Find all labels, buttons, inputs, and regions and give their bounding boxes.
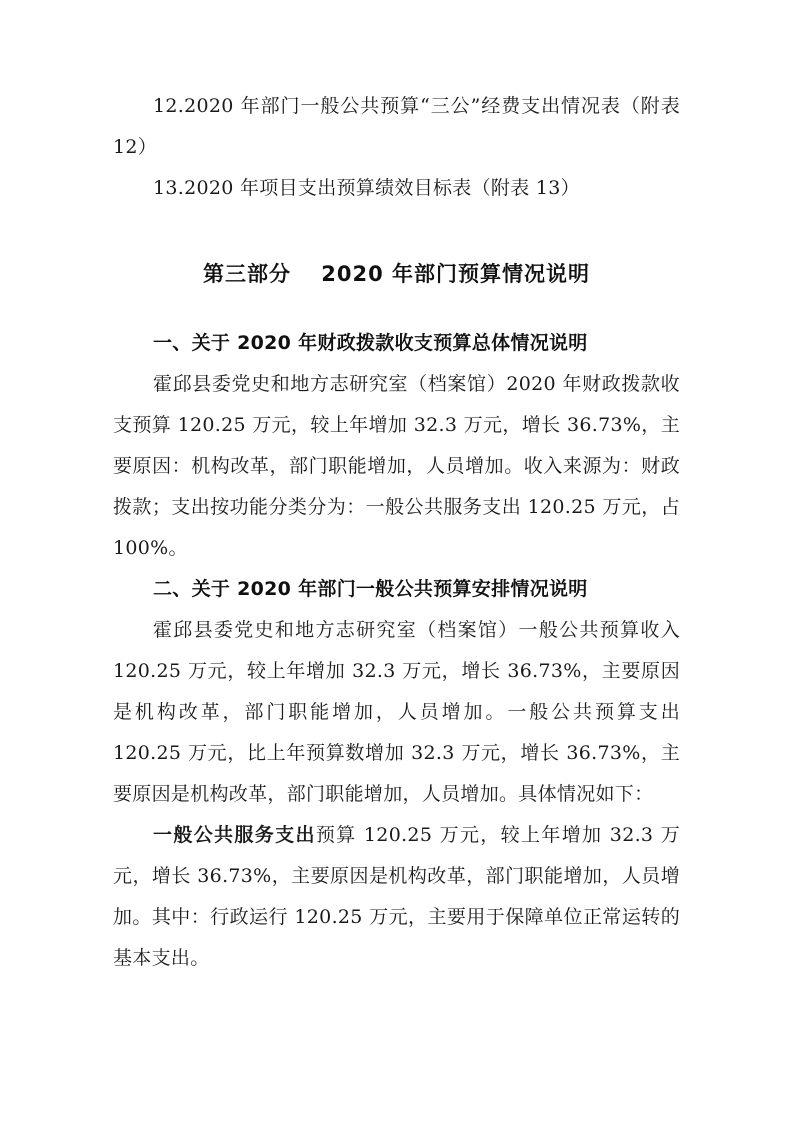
section-body-2: 霍邱县委党史和地方志研究室（档案馆）一般公共预算收入 120.25 万元，较上年增加 32.3 万元，增长 36.73%，主要原因是机构改革，部门职能增加，人员增加。一般公共预算支出 120.25 万元，比上年预算数增加 32.3 万元，增长 36.73%，主要原因是机构改革，部门职能增加，人员增加。具体情况如下：	[113, 619, 680, 805]
spacer	[113, 209, 680, 254]
detail-body-text: 预算 120.25 万元，较上年增加 32.3 万元，增长 36.73%，主要原因是机构改革，部门职能增加，人员增加。其中：行政运行 120.25 万元，主要用于保障单位正常运转的基本支出。	[113, 824, 680, 969]
list-item: 13.2020 年项目支出预算绩效目标表（附表 13）	[153, 177, 580, 199]
section-heading-2: 二、关于 2020 年部门一般公共预算安排情况说明	[153, 578, 588, 600]
document-body	[113, 86, 680, 979]
list-item: 12.2020 年部门一般公共预算“三公”经费支出情况表（附表 12）	[113, 95, 680, 158]
section-detail-2	[113, 815, 680, 979]
section-body-1: 霍邱县委党史和地方志研究室（档案馆）2020 年财政拨款收支预算 120.25 万元，较上年增加 32.3 万元，增长 36.73%，主要原因：机构改革，部门职能增加，人员增加。收入来源为：财政拨款；支出按功能分类分为：一般公共服务支出 120.25 万元，占 100%。	[113, 373, 680, 559]
part-heading: 第三部分 2020 年部门预算情况说明	[202, 262, 591, 286]
spacer	[113, 295, 680, 323]
detail-lead-label: 一般公共服务支出	[153, 824, 316, 846]
section-heading-1: 一、关于 2020 年财政拨款收支预算总体情况说明	[153, 332, 588, 354]
